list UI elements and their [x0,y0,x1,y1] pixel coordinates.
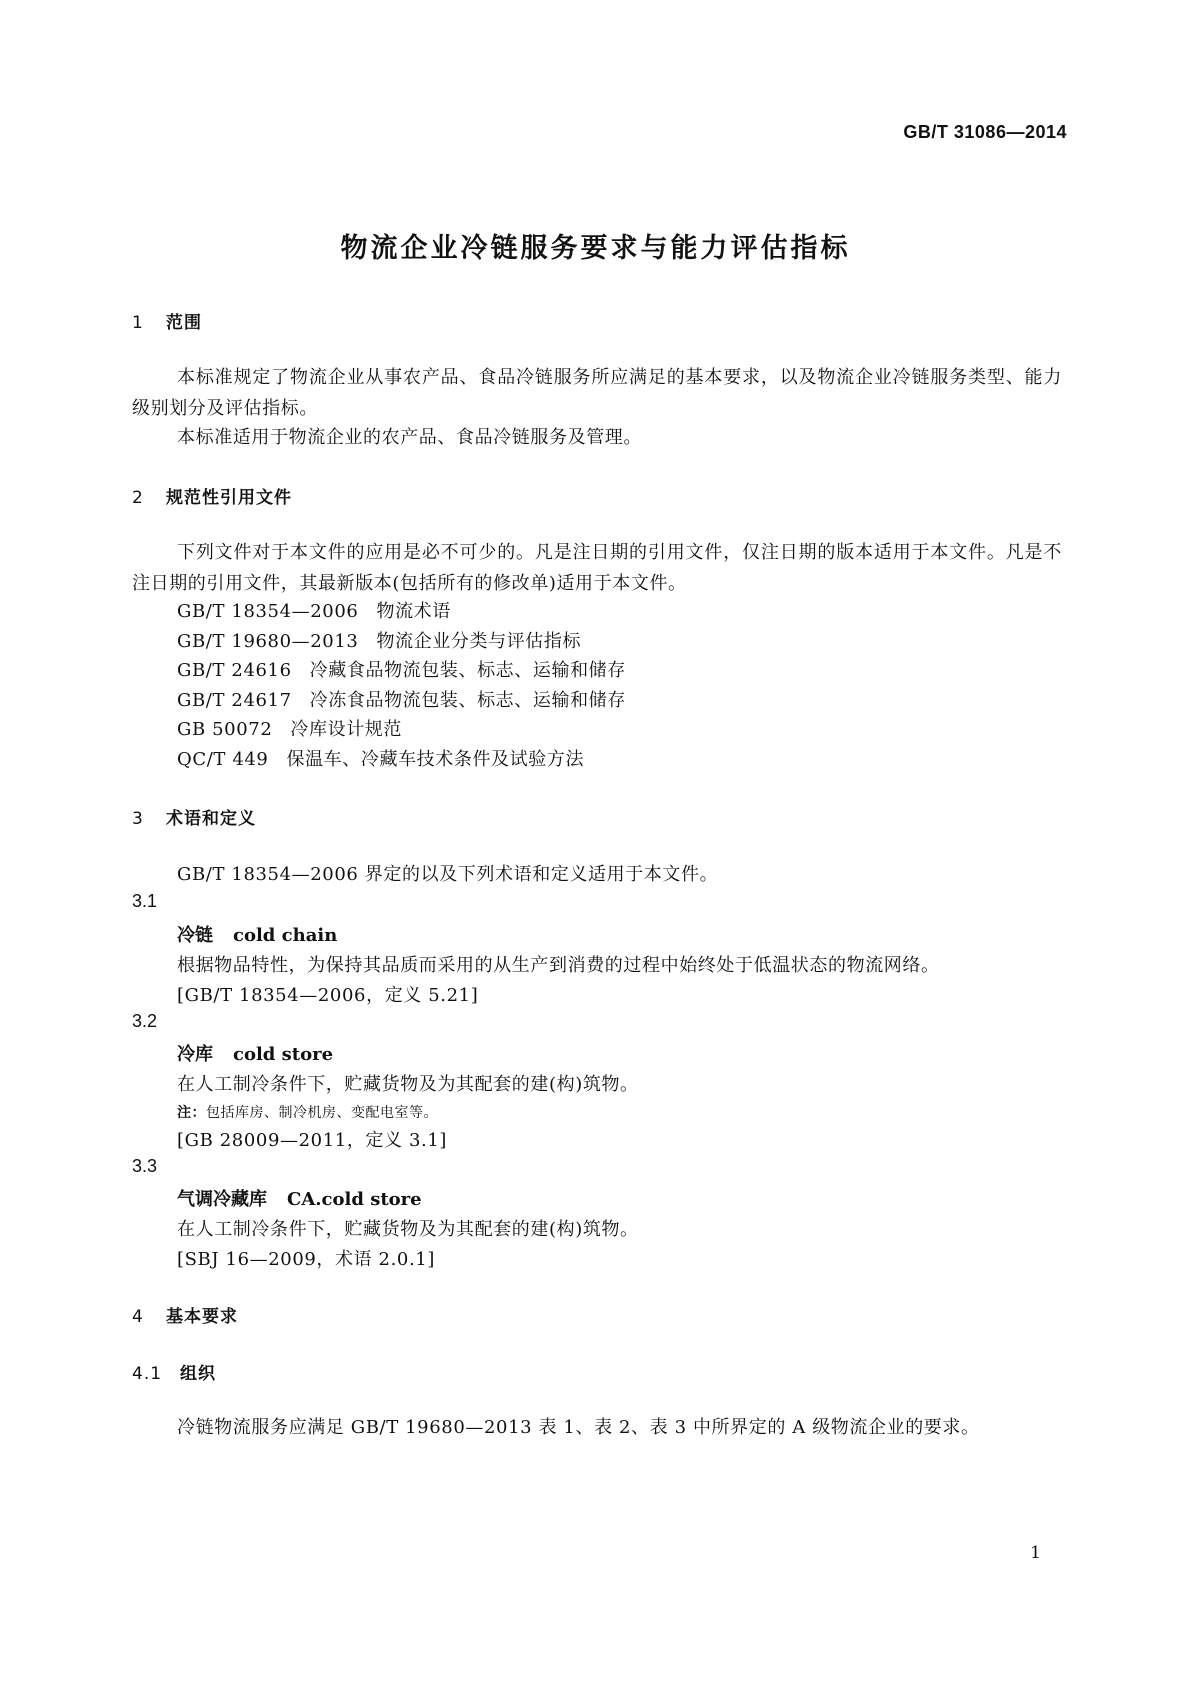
term-title [177,921,337,947]
term-definition: 在人工制冷条件下，贮藏货物及为其配套的建(构)筑物。 [177,1219,639,1240]
section-4-heading [132,1302,238,1327]
term-en: CA.cold store [287,1189,422,1210]
section-number: 3 [132,809,144,829]
reference-name: 冷冻食品物流包装、标志、运输和储存 [309,690,626,711]
subsection-number: 4.1 [132,1364,163,1384]
section-1-heading [132,308,202,333]
reference-name: 冷库设计规范 [290,719,402,740]
reference-code: GB/T 19680—2013 [177,631,359,652]
term-en: cold store [233,1044,334,1065]
reference-item [177,715,402,741]
page-number: 1 [1030,1543,1041,1563]
term-title [177,1185,422,1211]
term-number: 3.3 [132,1156,158,1176]
term-note [177,1102,438,1122]
term-source: [SBJ 16—2009，术语 2.0.1] [177,1249,435,1270]
section-1-paragraph-2: 本标准适用于物流企业的农产品、食品冷链服务及管理。 [177,427,642,448]
section-title: 基本要求 [166,1307,238,1327]
term-en: cold chain [233,925,338,946]
term-definition: 根据物品特性，为保持其品质而采用的从生产到消费的过程中始终处于低温状态的物流网络。 [177,955,940,976]
section-2-heading [132,483,292,508]
document-title: 物流企业冷链服务要求与能力评估指标 [340,233,851,264]
section-number: 1 [132,313,144,333]
section-number: 2 [132,488,144,508]
section-3-intro: GB/T 18354—2006 界定的以及下列术语和定义适用于本文件。 [177,864,719,885]
section-title: 范围 [166,313,202,333]
reference-item [177,656,626,682]
reference-item [177,627,581,653]
reference-code: GB/T 18354—2006 [177,601,359,622]
reference-name: 冷藏食品物流包装、标志、运输和储存 [309,660,626,681]
subsection-4-1-text: 冷链物流服务应满足 GB/T 19680—2013 表 1、表 2、表 3 中所界定的 A 级物流企业的要求。 [177,1417,980,1438]
reference-name: 保温车、冷藏车技术条件及试验方法 [286,749,585,770]
section-2-intro: 下列文件对于本文件的应用是必不可少的。凡是注日期的引用文件，仅注日期的版本适用于本文件。凡是不注日期的引用文件，其最新版本(包括所有的修改单)适用于本文件。 [132,542,1062,594]
note-label: 注： [177,1105,206,1121]
term-source: [GB/T 18354—2006，定义 5.21] [177,985,479,1006]
term-zh: 气调冷藏库 [177,1189,267,1210]
section-number: 4 [132,1307,144,1327]
section-1-paragraph-1: 本标准规定了物流企业从事农产品、食品冷链服务所应满足的基本要求，以及物流企业冷链服务类型、能力级别划分及评估指标。 [132,367,1062,419]
section-title: 规范性引用文件 [166,488,292,508]
reference-code: QC/T 449 [177,749,269,770]
reference-item [177,686,626,712]
subsection-title: 组织 [180,1364,216,1384]
term-zh: 冷链 [177,925,213,946]
reference-name: 物流企业分类与评估指标 [376,631,582,652]
section-title: 术语和定义 [166,809,256,829]
section-3-heading [132,804,256,829]
term-title [177,1040,333,1066]
term-number: 3.2 [132,1011,158,1031]
reference-item [177,745,584,771]
standard-number: GB/T 31086—2014 [903,122,1067,142]
term-definition: 在人工制冷条件下，贮藏货物及为其配套的建(构)筑物。 [177,1074,639,1095]
reference-code: GB/T 24616 [177,660,292,681]
term-number: 3.1 [132,891,158,911]
reference-code: GB 50072 [177,719,273,740]
note-text: 包括库房、制冷机房、变配电室等。 [206,1105,438,1121]
reference-item [177,597,451,623]
subsection-4-1-heading [132,1359,216,1384]
term-source: [GB 28009—2011，定义 3.1] [177,1130,447,1151]
reference-code: GB/T 24617 [177,690,292,711]
term-zh: 冷库 [177,1044,213,1065]
reference-name: 物流术语 [376,601,451,622]
